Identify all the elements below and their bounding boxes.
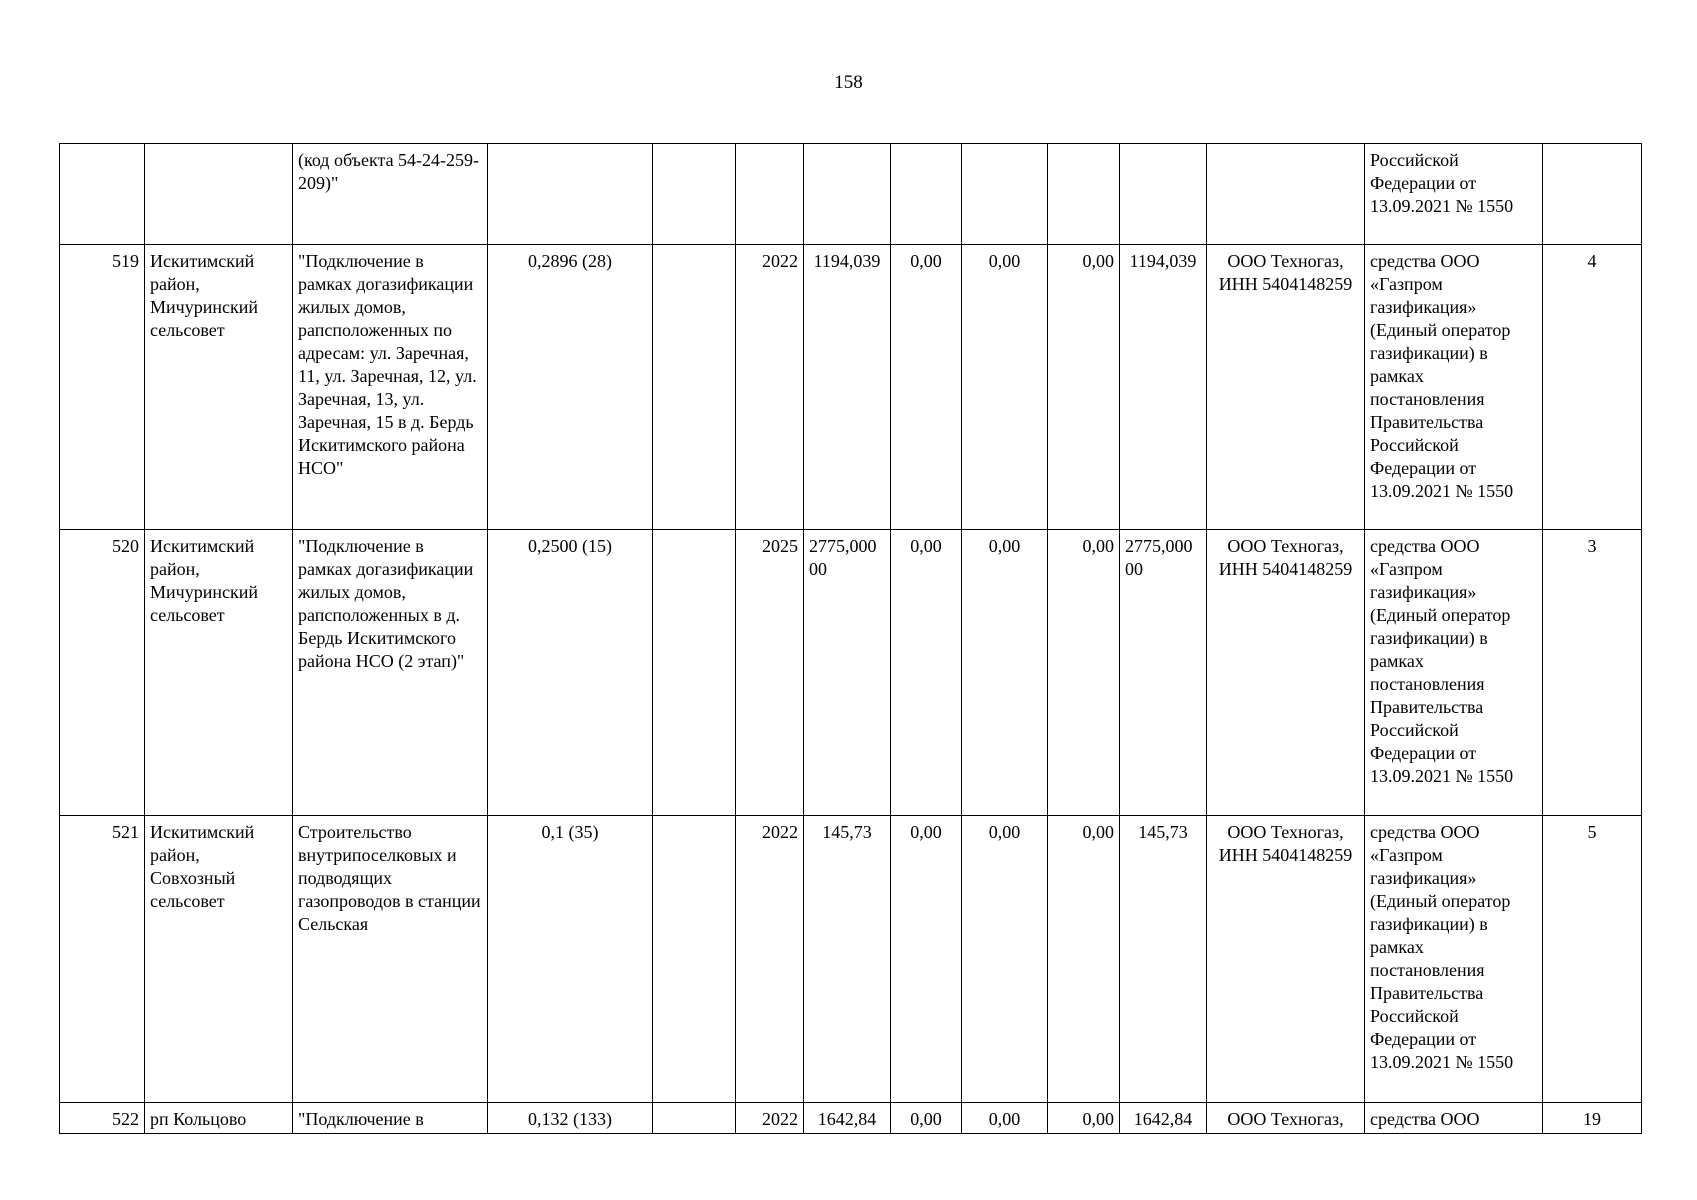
empty-cell [653,816,736,1103]
cost-cell [962,144,1048,245]
cost-cell: 1194,039 [1120,245,1207,530]
row-number: 519 [60,245,145,530]
total-cost-cell: 1194,039 [804,245,891,530]
district-cell: Искитимский район, Совхозный сельсовет [145,816,293,1103]
object-name-cell: Строительство внутрипоселковых и подводящих газопроводов в станции Сельская [293,816,488,1103]
funding-source-cell: средства ООО «Газпром газификация» (Единый оператор газификации) в рамках постановления Правительства Российской Федерации от 13.09.2021 № 1550 [1365,816,1543,1103]
cost-cell: 2775,00000 [1120,530,1207,816]
cost-cell [1048,144,1120,245]
empty-cell [653,144,736,245]
district-cell: Искитимский район, Мичуринский сельсовет [145,245,293,530]
length-cell [488,144,653,245]
year-cell: 2025 [736,530,804,816]
cost-cell [1120,144,1207,245]
cost-cell: 145,73 [1120,816,1207,1103]
object-name-cell: "Подключение в рамках догазификации жилых домов, рапсположенных по адресам: ул. Заречная, 11, ул. Заречная, 12, ул. Заречная, 13, ул. Заречная, 15 в д. Бердь Искитимского района НСО" [293,245,488,530]
last-column-cell: 4 [1543,245,1642,530]
funding-source-cell: средства ООО [1365,1103,1543,1134]
funding-source-cell: Российской Федерации от 13.09.2021 № 1550 [1365,144,1543,245]
total-cost-cell [804,144,891,245]
object-name-cell: "Подключение в рамках догазификации жилых домов, рапсположенных в д. Бердь Искитимского района НСО (2 этап)" [293,530,488,816]
year-cell: 2022 [736,1103,804,1134]
page-number: 158 [834,72,863,93]
cost-cell: 0,00 [962,245,1048,530]
table-row [60,530,1642,816]
length-cell: 0,2896 (28) [488,245,653,530]
organization-cell [1207,144,1365,245]
row-number [60,144,145,245]
table-row [60,245,1642,530]
row-number: 521 [60,816,145,1103]
object-name-cell: (код объекта 54-24-259-209)" [293,144,488,245]
cost-cell: 0,00 [891,530,962,816]
district-cell: рп Кольцово [145,1103,293,1134]
total-cost-cell: 145,73 [804,816,891,1103]
table-row [60,144,1642,245]
empty-cell [653,245,736,530]
last-column-cell: 19 [1543,1103,1642,1134]
object-name-cell: "Подключение в [293,1103,488,1134]
total-cost-cell: 1642,84 [804,1103,891,1134]
cost-cell: 0,00 [891,816,962,1103]
funding-source-cell: средства ООО «Газпром газификация» (Единый оператор газификации) в рамках постановления Правительства Российской Федерации от 13.09.2021 № 1550 [1365,245,1543,530]
empty-cell [653,1103,736,1134]
cost-cell: 0,00 [962,530,1048,816]
year-cell: 2022 [736,816,804,1103]
length-cell: 0,1 (35) [488,816,653,1103]
cost-cell: 0,00 [1048,530,1120,816]
row-number: 520 [60,530,145,816]
cost-cell: 0,00 [891,1103,962,1134]
funding-source-cell: средства ООО «Газпром газификация» (Единый оператор газификации) в рамках постановления Правительства Российской Федерации от 13.09.2021 № 1550 [1365,530,1543,816]
last-column-cell: 3 [1543,530,1642,816]
organization-cell: ООО Техногаз, ИНН 5404148259 [1207,245,1365,530]
cost-cell: 1642,84 [1120,1103,1207,1134]
year-cell [736,144,804,245]
cost-cell: 0,00 [1048,816,1120,1103]
table-row [60,816,1642,1103]
cost-cell [891,144,962,245]
cost-cell: 0,00 [962,816,1048,1103]
organization-cell: ООО Техногаз, [1207,1103,1365,1134]
row-number: 522 [60,1103,145,1134]
last-column-cell: 5 [1543,816,1642,1103]
total-cost-cell: 2775,00000 [804,530,891,816]
organization-cell: ООО Техногаз, ИНН 5404148259 [1207,816,1365,1103]
table-row [60,1103,1642,1134]
cost-cell: 0,00 [1048,1103,1120,1134]
district-cell: Искитимский район, Мичуринский сельсовет [145,530,293,816]
cost-cell: 0,00 [1048,245,1120,530]
empty-cell [653,530,736,816]
district-cell [145,144,293,245]
last-column-cell [1543,144,1642,245]
cost-cell: 0,00 [891,245,962,530]
length-cell: 0,132 (133) [488,1103,653,1134]
organization-cell: ООО Техногаз, ИНН 5404148259 [1207,530,1365,816]
length-cell: 0,2500 (15) [488,530,653,816]
year-cell: 2022 [736,245,804,530]
cost-cell: 0,00 [962,1103,1048,1134]
gasification-objects-table [59,143,1642,1134]
